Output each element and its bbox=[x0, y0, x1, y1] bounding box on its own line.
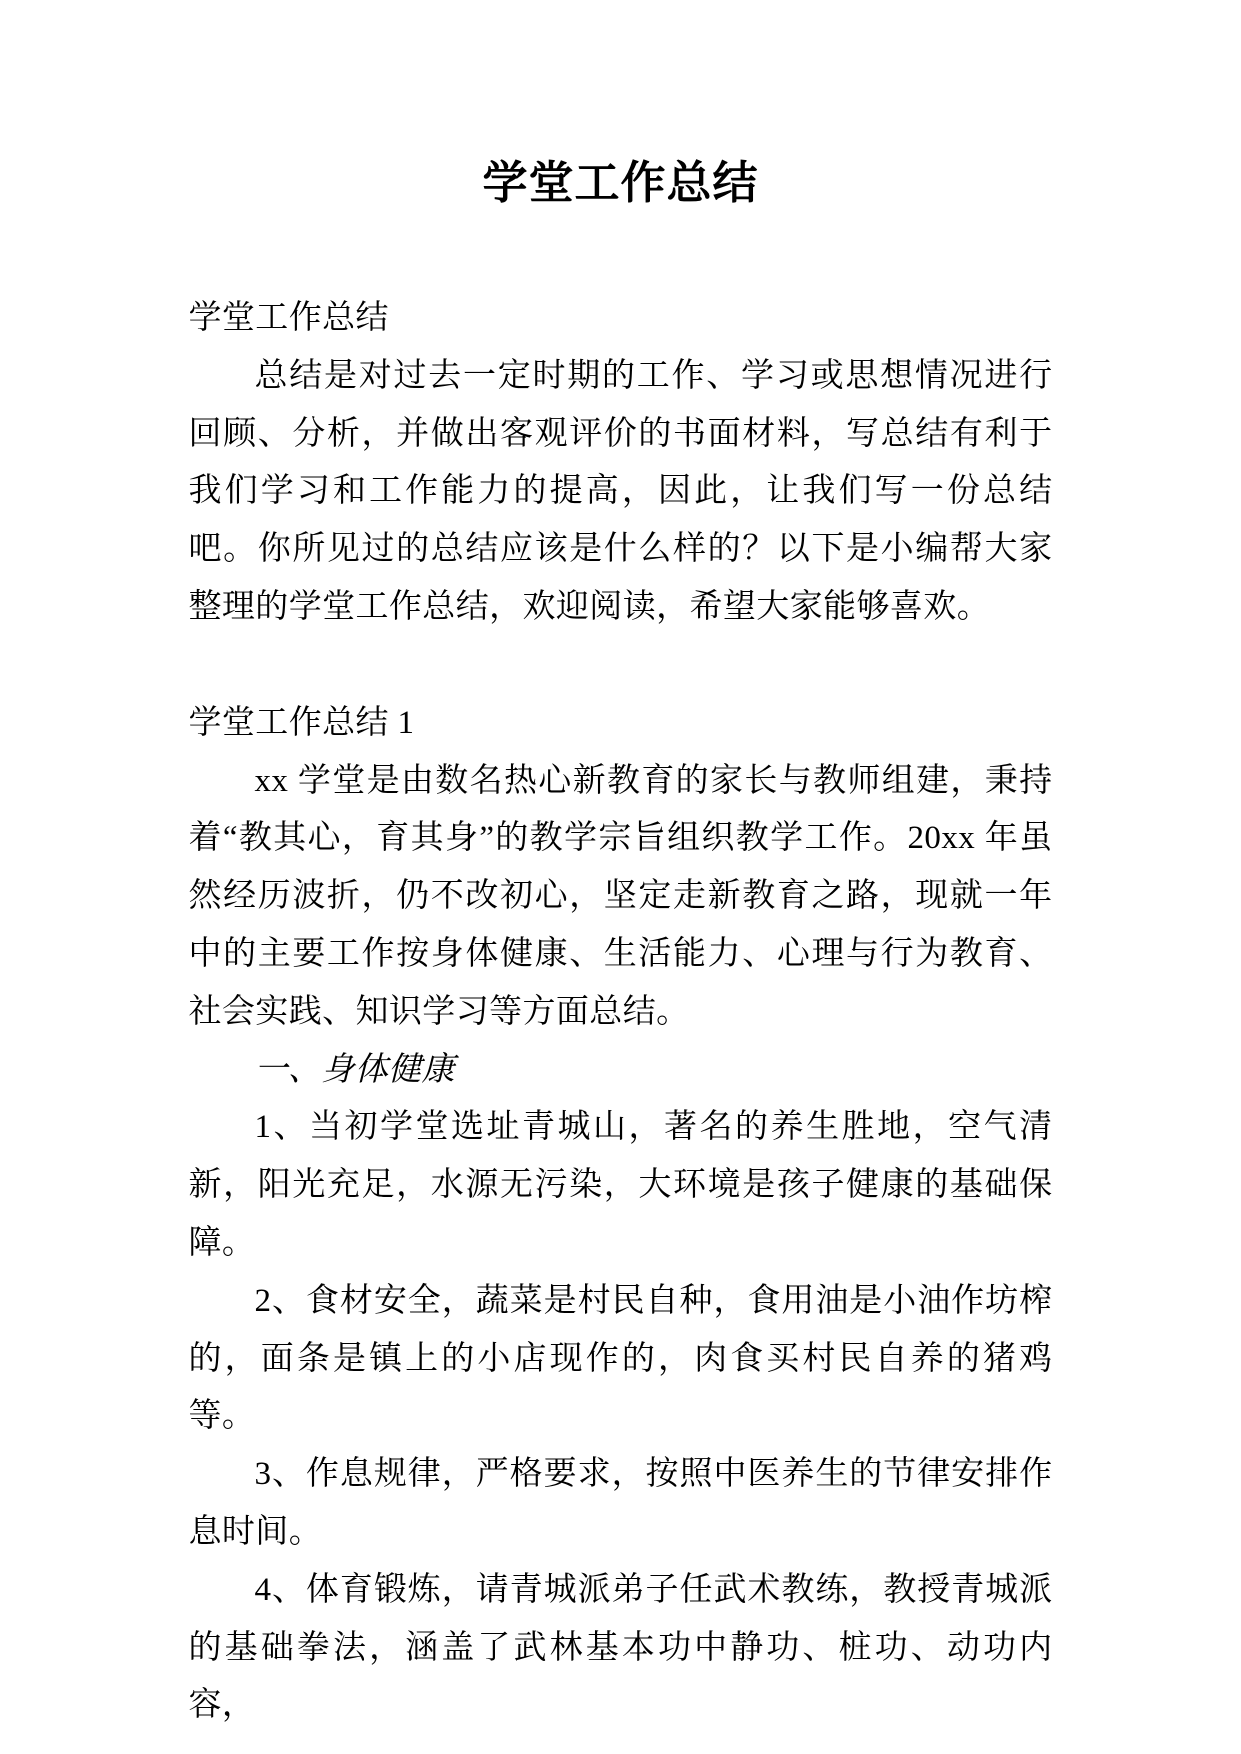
paragraph: 4、体育锻炼，请青城派弟子任武术教练，教授青城派的基础拳法，涵盖了武林基本功中静功、桩功、动功内容， bbox=[188, 1571, 1053, 1724]
paragraph: 总结是对过去一定时期的工作、学习或思想情况进行回顾、分析，并做出客观评价的书面材料，写总结有利于我们学习和工作能力的提高，因此，让我们写一份总结吧。你所见过的总结应该是什么样的？以下是小编帮大家整理的学堂工作总结，欢迎阅读，希望大家能够喜欢。 bbox=[188, 357, 1053, 625]
paragraph: 一、身体健康 bbox=[254, 1051, 455, 1088]
paragraph: xx 学堂是由数名热心新教育的家长与教师组建，秉持着“教其心，育其身”的教学宗旨组织教学工作。20xx 年虽然经历波折，仍不改初心，坚定走新教育之路，现就一年中的主要工作按身体健康、生活能力、心理与行为教育、社会实践、知识学习等方面总结。 bbox=[188, 762, 1053, 1030]
paragraph: 学堂工作总结 1 bbox=[188, 704, 415, 741]
document-title: 学堂工作总结 bbox=[482, 158, 759, 208]
paragraph: 学堂工作总结 bbox=[188, 300, 389, 336]
paragraph: 3、作息规律，严格要求，按照中医养生的节律安排作息时间。 bbox=[188, 1456, 1053, 1550]
document-body bbox=[189, 290, 1053, 1735]
paragraph: 1、当初学堂选址青城山，著名的养生胜地，空气清新，阳光充足，水源无污染，大环境是孩子健康的基础保障。 bbox=[188, 1109, 1053, 1261]
paragraph: 2、食材安全，蔬菜是村民自种，食用油是小油作坊榨的，面条是镇上的小店现作的，肉食买村民自养的猪鸡等。 bbox=[188, 1282, 1053, 1435]
